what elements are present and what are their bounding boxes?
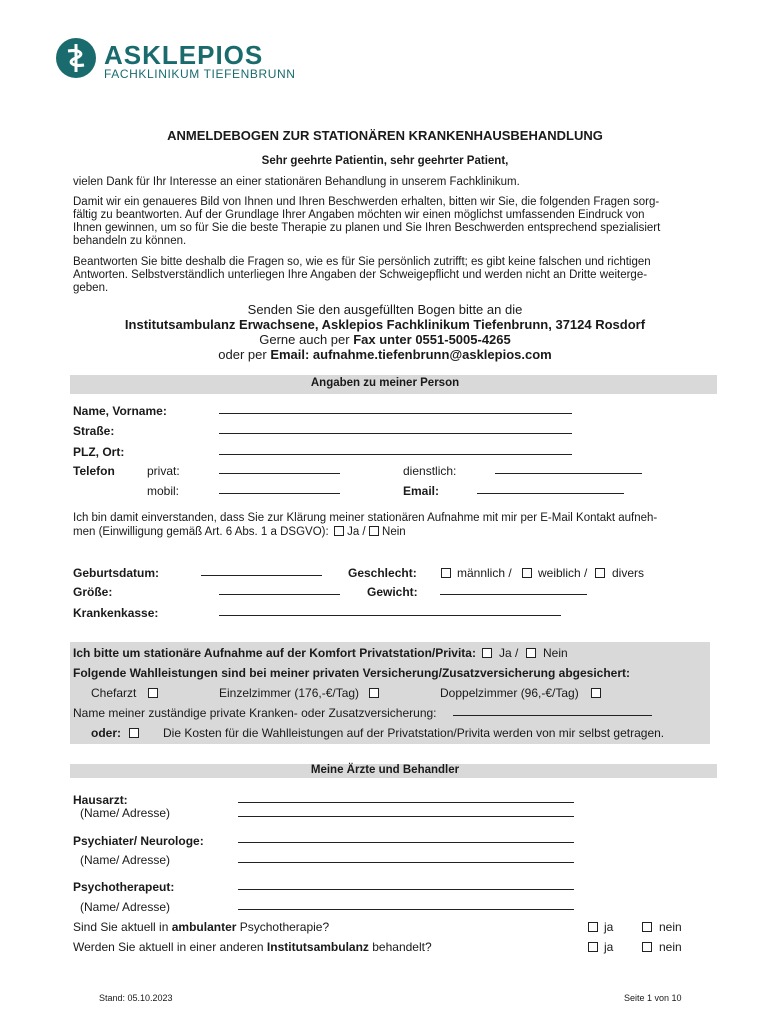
psychotherapist-label: Psychotherapeut: bbox=[73, 880, 175, 894]
footer-page-number: Seite 1 von 10 bbox=[624, 993, 682, 1003]
gp-field-2[interactable] bbox=[238, 816, 574, 817]
double-room-label: Doppelzimmer (96,-€/Tag) bbox=[440, 686, 579, 700]
email-field[interactable] bbox=[477, 493, 624, 494]
question-emphasis: ambulanter bbox=[171, 920, 237, 934]
text-line: Beantworten Sie bitte deshalb die Fragen so, wie es für Sie persönlich zutrifft; es gibt keine falschen und richtigen bbox=[73, 256, 651, 268]
question-outpatient-therapy bbox=[73, 920, 329, 934]
self-pay-checkbox[interactable] bbox=[129, 728, 139, 738]
question-text: Psychotherapie? bbox=[236, 920, 330, 934]
q2-yes-label: ja bbox=[604, 940, 614, 954]
street-field[interactable] bbox=[219, 433, 572, 434]
phone-business-label: dienstlich: bbox=[403, 464, 457, 478]
gender-diverse-checkbox[interactable] bbox=[595, 568, 605, 578]
text-line: geben. bbox=[73, 282, 109, 294]
plz-label: PLZ, Ort: bbox=[73, 445, 125, 459]
psychiatrist-name-address-hint: (Name/ Adresse) bbox=[80, 853, 171, 867]
insurance-label: Krankenkasse: bbox=[73, 606, 159, 620]
height-label: Größe: bbox=[73, 585, 113, 599]
psychotherapist-field-2[interactable] bbox=[238, 909, 574, 910]
gender-female-label: weiblich / bbox=[538, 566, 588, 580]
chefarzt-label: Chefarzt bbox=[91, 686, 137, 700]
q1-yes-checkbox[interactable] bbox=[588, 922, 598, 932]
question-text: behandelt? bbox=[368, 940, 432, 954]
insurance-field[interactable] bbox=[219, 615, 561, 616]
question-other-ambulance bbox=[73, 940, 432, 954]
double-room-checkbox[interactable] bbox=[591, 688, 601, 698]
gender-male-checkbox[interactable] bbox=[441, 568, 451, 578]
comfort-yes-label: Ja / bbox=[499, 646, 519, 660]
consent-no-label: Nein bbox=[382, 526, 406, 538]
phone-label: Telefon bbox=[73, 464, 115, 478]
asklepios-logo-icon bbox=[55, 37, 97, 79]
birthdate-field[interactable] bbox=[201, 575, 322, 576]
text-line: Antworten. Selbstverständlich unterliegen Ihre Angaben der Schweigepflicht und werden nicht an Dritte weiterge- bbox=[73, 269, 648, 281]
comfort-request-text: Ich bitte um stationäre Aufnahme auf der Komfort Privatstation/Privita: bbox=[73, 646, 476, 660]
psychiatrist-field-2[interactable] bbox=[238, 862, 574, 863]
birthdate-label: Geburtsdatum: bbox=[73, 566, 160, 580]
consent-yes-label: Ja / bbox=[347, 526, 366, 538]
send-line-2: Institutsambulanz Erwachsene, Asklepios Fachklinikum Tiefenbrunn, 37124 Rosdorf bbox=[124, 317, 646, 332]
send-fax-prefix: Gerne auch per bbox=[259, 332, 354, 347]
q2-no-checkbox[interactable] bbox=[642, 942, 652, 952]
gp-field-1[interactable] bbox=[238, 802, 574, 803]
q1-no-label: nein bbox=[659, 920, 682, 934]
section-title-doctors: Meine Ärzte und Behandler bbox=[310, 764, 460, 776]
psychiatrist-field-1[interactable] bbox=[238, 842, 574, 843]
consent-no-checkbox[interactable] bbox=[369, 526, 379, 536]
phone-private-field[interactable] bbox=[219, 473, 340, 474]
gp-name-address-hint: (Name/ Adresse) bbox=[80, 806, 171, 820]
height-field[interactable] bbox=[219, 594, 340, 595]
text-line: Damit wir ein genaueres Bild von Ihnen und Ihren Beschwerden erhalten, bitten wir Sie, die folgenden Fragen sorg- bbox=[73, 196, 660, 208]
plz-field[interactable] bbox=[219, 454, 572, 455]
name-field[interactable] bbox=[219, 413, 572, 414]
email-label: Email: bbox=[403, 484, 440, 498]
weight-field[interactable] bbox=[440, 594, 587, 595]
text-line: Ich bin damit einverstanden, dass Sie zur Klärung meiner stationären Aufnahme mit mir per E-Mail Kontakt aufneh- bbox=[73, 512, 658, 524]
section-title-person: Angaben zu meiner Person bbox=[310, 377, 460, 389]
q1-no-checkbox[interactable] bbox=[642, 922, 652, 932]
psychotherapist-field-1[interactable] bbox=[238, 889, 574, 890]
email-consent-text bbox=[73, 512, 713, 539]
phone-private-label: privat: bbox=[147, 464, 180, 478]
intro-paragraph-3 bbox=[73, 256, 713, 295]
gender-label: Geschlecht: bbox=[348, 566, 417, 580]
single-room-checkbox[interactable] bbox=[369, 688, 379, 698]
intro-paragraph-2 bbox=[73, 196, 713, 248]
psychiatrist-label: Psychiater/ Neurologe: bbox=[73, 834, 204, 848]
phone-mobile-label: mobil: bbox=[147, 484, 180, 498]
name-label: Name, Vorname: bbox=[73, 404, 167, 418]
send-line-4 bbox=[0, 347, 770, 362]
private-insurer-field[interactable] bbox=[453, 715, 652, 716]
insured-options-text: Folgende Wahlleistungen sind bei meiner privaten Versicherung/Zusatzversicherung abgesichert: bbox=[73, 666, 631, 680]
gender-female-checkbox[interactable] bbox=[522, 568, 532, 578]
text-line: Ihnen gewinnen, um so für Sie die beste Therapie zu planen und Sie Ihren Beschwerden entsprechend spezialisiert bbox=[73, 222, 661, 234]
text-line: fältig zu beantworten. Auf der Grundlage Ihrer Angaben möchten wir einen möglichst umfassenden Eindruck von bbox=[73, 209, 645, 221]
comfort-no-checkbox[interactable] bbox=[526, 648, 536, 658]
psychotherapist-name-address-hint: (Name/ Adresse) bbox=[80, 900, 171, 914]
or-label: oder: bbox=[91, 726, 121, 740]
q1-yes-label: ja bbox=[604, 920, 614, 934]
logo-subtitle: FACHKLINIKUM TIEFENBRUNN bbox=[104, 67, 296, 81]
text-line: behandeln zu können. bbox=[73, 235, 187, 247]
email-address: Email: aufnahme.tiefenbrunn@asklepios.com bbox=[270, 347, 552, 362]
salutation: Sehr geehrte Patientin, sehr geehrter Patient, bbox=[261, 155, 509, 167]
street-label: Straße: bbox=[73, 424, 115, 438]
footer-date: Stand: 05.10.2023 bbox=[99, 993, 173, 1003]
consent-text: men (Einwilligung gemäß Art. 6 Abs. 1 a DSGVO): bbox=[73, 526, 329, 538]
q2-no-label: nein bbox=[659, 940, 682, 954]
chefarzt-checkbox[interactable] bbox=[148, 688, 158, 698]
phone-mobile-field[interactable] bbox=[219, 493, 340, 494]
gp-label: Hausarzt: bbox=[73, 793, 128, 807]
q2-yes-checkbox[interactable] bbox=[588, 942, 598, 952]
question-text: Sind Sie aktuell in bbox=[73, 920, 172, 934]
text-line bbox=[73, 525, 713, 539]
consent-yes-checkbox[interactable] bbox=[334, 526, 344, 536]
send-email-prefix: oder per bbox=[218, 347, 271, 362]
logo-name: ASKLEPIOS bbox=[104, 40, 264, 70]
weight-label: Gewicht: bbox=[367, 585, 418, 599]
question-emphasis: Institutsambulanz bbox=[266, 940, 369, 954]
private-insurer-label: Name meiner zuständige private Kranken- oder Zusatzversicherung: bbox=[73, 706, 437, 720]
phone-business-field[interactable] bbox=[495, 473, 642, 474]
comfort-yes-checkbox[interactable] bbox=[482, 648, 492, 658]
gender-diverse-label: divers bbox=[612, 566, 645, 580]
send-line-1: Senden Sie den ausgefüllten Bogen bitte an die bbox=[247, 302, 523, 317]
intro-paragraph-1: vielen Dank für Ihr Interesse an einer stationären Behandlung in unserem Fachklinikum. bbox=[73, 176, 520, 188]
question-text: Werden Sie aktuell in einer anderen bbox=[73, 940, 267, 954]
single-room-label: Einzelzimmer (176,-€/Tag) bbox=[219, 686, 360, 700]
self-pay-text: Die Kosten für die Wahlleistungen auf der Privatstation/Privita werden von mir selbst getragen. bbox=[163, 726, 665, 740]
fax-number: Fax unter 0551-5005-4265 bbox=[353, 332, 511, 347]
send-line-3 bbox=[0, 332, 770, 347]
comfort-no-label: Nein bbox=[543, 646, 568, 660]
gender-male-label: männlich / bbox=[457, 566, 512, 580]
page-title: ANMELDEBOGEN ZUR STATIONÄREN KRANKENHAUSBEHANDLUNG bbox=[167, 128, 603, 143]
